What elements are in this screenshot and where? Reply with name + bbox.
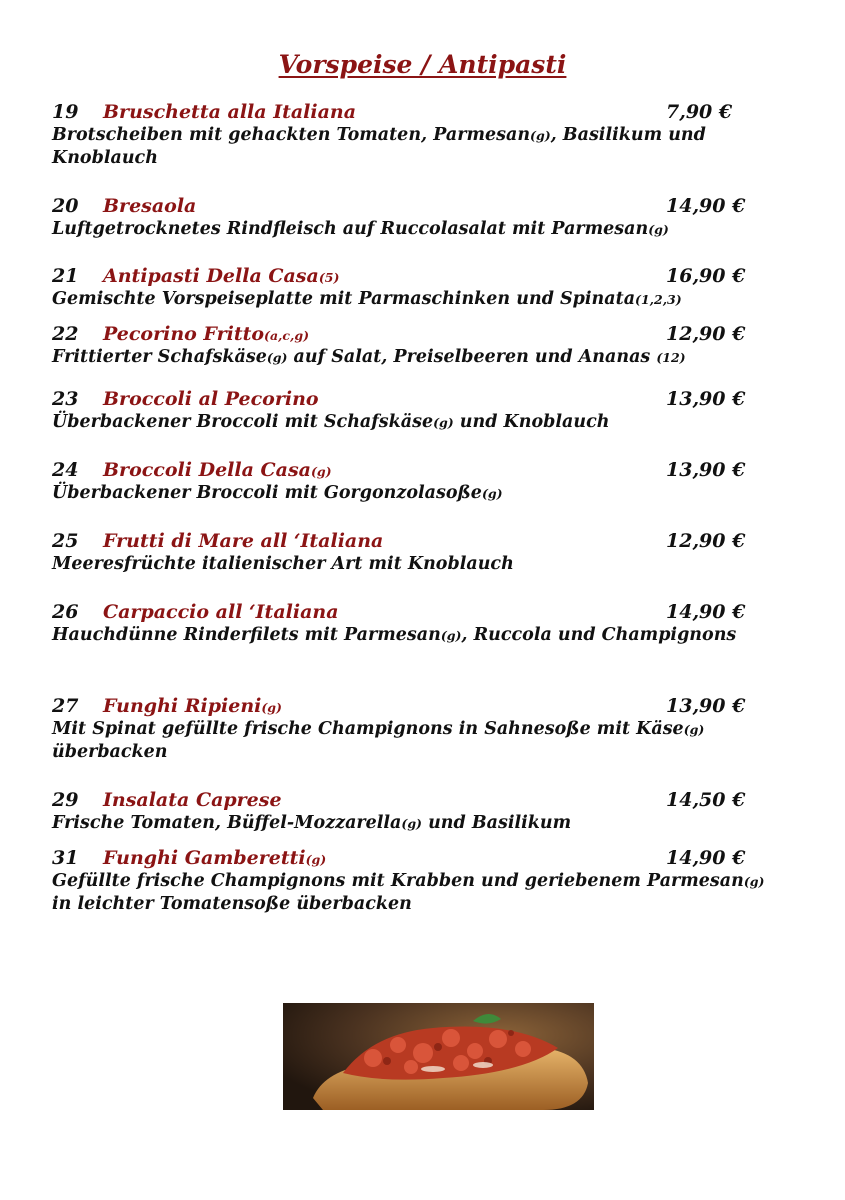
description-text: Überbackener Broccoli mit Gorgonzolasoße <box>52 483 482 503</box>
item-number: 22 <box>52 323 79 345</box>
item-name-text: Funghi Gamberetti <box>103 847 306 869</box>
item-number: 21 <box>52 265 79 287</box>
item-description <box>52 553 774 576</box>
item-number: 29 <box>52 789 79 811</box>
description-text: , Basilikum und Knoblauch <box>52 125 706 168</box>
item-name <box>103 100 356 124</box>
menu-item <box>52 100 792 170</box>
item-description <box>52 624 774 647</box>
item-name <box>103 322 309 348</box>
allergen-code: (g) <box>401 816 422 831</box>
description-text: und Basilikum <box>421 813 572 833</box>
description-text: und Knoblauch <box>453 412 610 432</box>
menu-item-header <box>52 600 792 624</box>
menu-item-header <box>52 100 792 124</box>
item-number: 20 <box>52 195 79 217</box>
item-name-text: Pecorino Fritto <box>103 323 265 345</box>
item-name <box>103 194 196 218</box>
description-text: Gemischte Vorspeiseplatte mit Parmaschinken und Spinata <box>52 289 636 309</box>
menu-item <box>52 458 792 505</box>
bruschetta-illustration <box>283 1003 594 1110</box>
description-text: überbacken <box>52 742 168 762</box>
menu-item <box>52 694 792 764</box>
menu-item-header <box>52 846 792 870</box>
item-name-text: Funghi Ripieni <box>103 695 262 717</box>
item-name-text: Bresaola <box>103 195 197 217</box>
item-number: 25 <box>52 530 79 552</box>
item-number: 26 <box>52 601 79 623</box>
allergen-code: (g) <box>530 128 551 143</box>
item-name-text: Bruschetta alla Italiana <box>103 101 357 123</box>
item-name-allergen: (g) <box>261 700 282 715</box>
item-name-text: Insalata Caprese <box>103 789 282 811</box>
item-number: 31 <box>52 847 79 869</box>
description-text: Gefüllte frische Champignons mit Krabben und geriebenem Parmesan <box>52 871 744 891</box>
menu-item <box>52 264 792 311</box>
item-description <box>52 346 774 369</box>
item-name <box>103 600 339 624</box>
menu-item-header <box>52 264 792 288</box>
item-price: 14,90 € <box>666 195 746 217</box>
item-name <box>103 387 319 411</box>
item-price: 13,90 € <box>666 459 746 481</box>
item-description <box>52 870 774 916</box>
menu-item <box>52 194 792 241</box>
item-name-text: Broccoli Della Casa <box>103 459 311 481</box>
menu-item-header <box>52 529 792 553</box>
description-text: Frische Tomaten, Büffel-Mozzarella <box>52 813 402 833</box>
menu-item <box>52 846 792 916</box>
item-price: 13,90 € <box>666 695 746 717</box>
item-price: 13,90 € <box>666 388 746 410</box>
menu-item-header <box>52 194 792 218</box>
menu-item <box>52 600 792 647</box>
item-description <box>52 812 774 835</box>
item-name <box>103 529 383 553</box>
item-description <box>52 124 774 170</box>
item-name <box>103 264 339 290</box>
allergen-code: (12) <box>656 350 686 365</box>
item-price: 12,90 € <box>666 323 746 345</box>
allergen-code: (g) <box>743 874 765 889</box>
item-description <box>52 288 774 311</box>
item-name <box>103 458 332 484</box>
allergen-code: (g) <box>481 486 503 501</box>
item-name-allergen: (g) <box>305 852 327 867</box>
allergen-code: (1,2,3) <box>635 292 682 307</box>
item-name-text: Frutti di Mare all ‘Italiana <box>103 530 384 552</box>
item-price: 12,90 € <box>666 530 746 552</box>
page-title: Vorspeise / Antipasti <box>278 50 567 79</box>
allergen-code: (g) <box>266 350 288 365</box>
description-text: Luftgetrocknetes Rindfleisch auf Ruccolasalat mit Parmesan <box>52 219 649 239</box>
menu-item-header <box>52 322 792 346</box>
allergen-code: (g) <box>433 415 454 430</box>
item-description <box>52 482 774 505</box>
item-number: 27 <box>52 695 79 717</box>
menu-item <box>52 529 792 576</box>
menu-item-header <box>52 694 792 718</box>
menu-item-header <box>52 387 792 411</box>
item-name <box>103 846 326 872</box>
description-text: auf Salat, Preiselbeeren und Ananas <box>287 347 657 367</box>
menu-item <box>52 322 792 369</box>
item-price: 16,90 € <box>666 265 746 287</box>
item-description <box>52 218 774 241</box>
bruschetta-photo <box>283 1003 594 1110</box>
item-number: 23 <box>52 388 79 410</box>
description-text: Frittierter Schafskäse <box>52 347 267 367</box>
item-price: 7,90 € <box>666 101 733 123</box>
description-text: Überbackener Broccoli mit Schafskäse <box>52 412 434 432</box>
item-description <box>52 411 774 434</box>
item-price: 14,90 € <box>666 601 746 623</box>
item-price: 14,50 € <box>666 789 746 811</box>
item-price: 14,90 € <box>666 847 746 869</box>
item-name <box>103 788 282 812</box>
description-text: Brotscheiben mit gehackten Tomaten, Parmesan <box>52 125 531 145</box>
item-name-allergen: (g) <box>310 464 332 479</box>
allergen-code: (g) <box>440 628 462 643</box>
item-name-text: Antipasti Della Casa <box>103 265 319 287</box>
description-text: Meeresfrüchte italienischer Art mit Knoblauch <box>52 554 514 574</box>
menu-item-header <box>52 458 792 482</box>
description-text: in leichter Tomatensoße überbacken <box>52 894 412 914</box>
allergen-code: (g) <box>648 222 669 237</box>
item-name-allergen: (5) <box>318 270 340 285</box>
item-name-text: Broccoli al Pecorino <box>103 388 319 410</box>
item-description <box>52 718 774 764</box>
description-text: , Ruccola und Champignons <box>461 625 737 645</box>
item-number: 19 <box>52 101 79 123</box>
description-text: Hauchdünne Rinderfilets mit Parmesan <box>52 625 441 645</box>
item-name-text: Carpaccio all ‘Italiana <box>103 601 339 623</box>
item-name-allergen: (a,c,g) <box>264 328 310 343</box>
item-number: 24 <box>52 459 79 481</box>
description-text: Mit Spinat gefüllte frische Champignons in Sahnesoße mit Käse <box>52 719 684 739</box>
menu-item-header <box>52 788 792 812</box>
item-name <box>103 694 282 720</box>
allergen-code: (g) <box>683 722 705 737</box>
menu-item <box>52 387 792 434</box>
menu-item <box>52 788 792 835</box>
